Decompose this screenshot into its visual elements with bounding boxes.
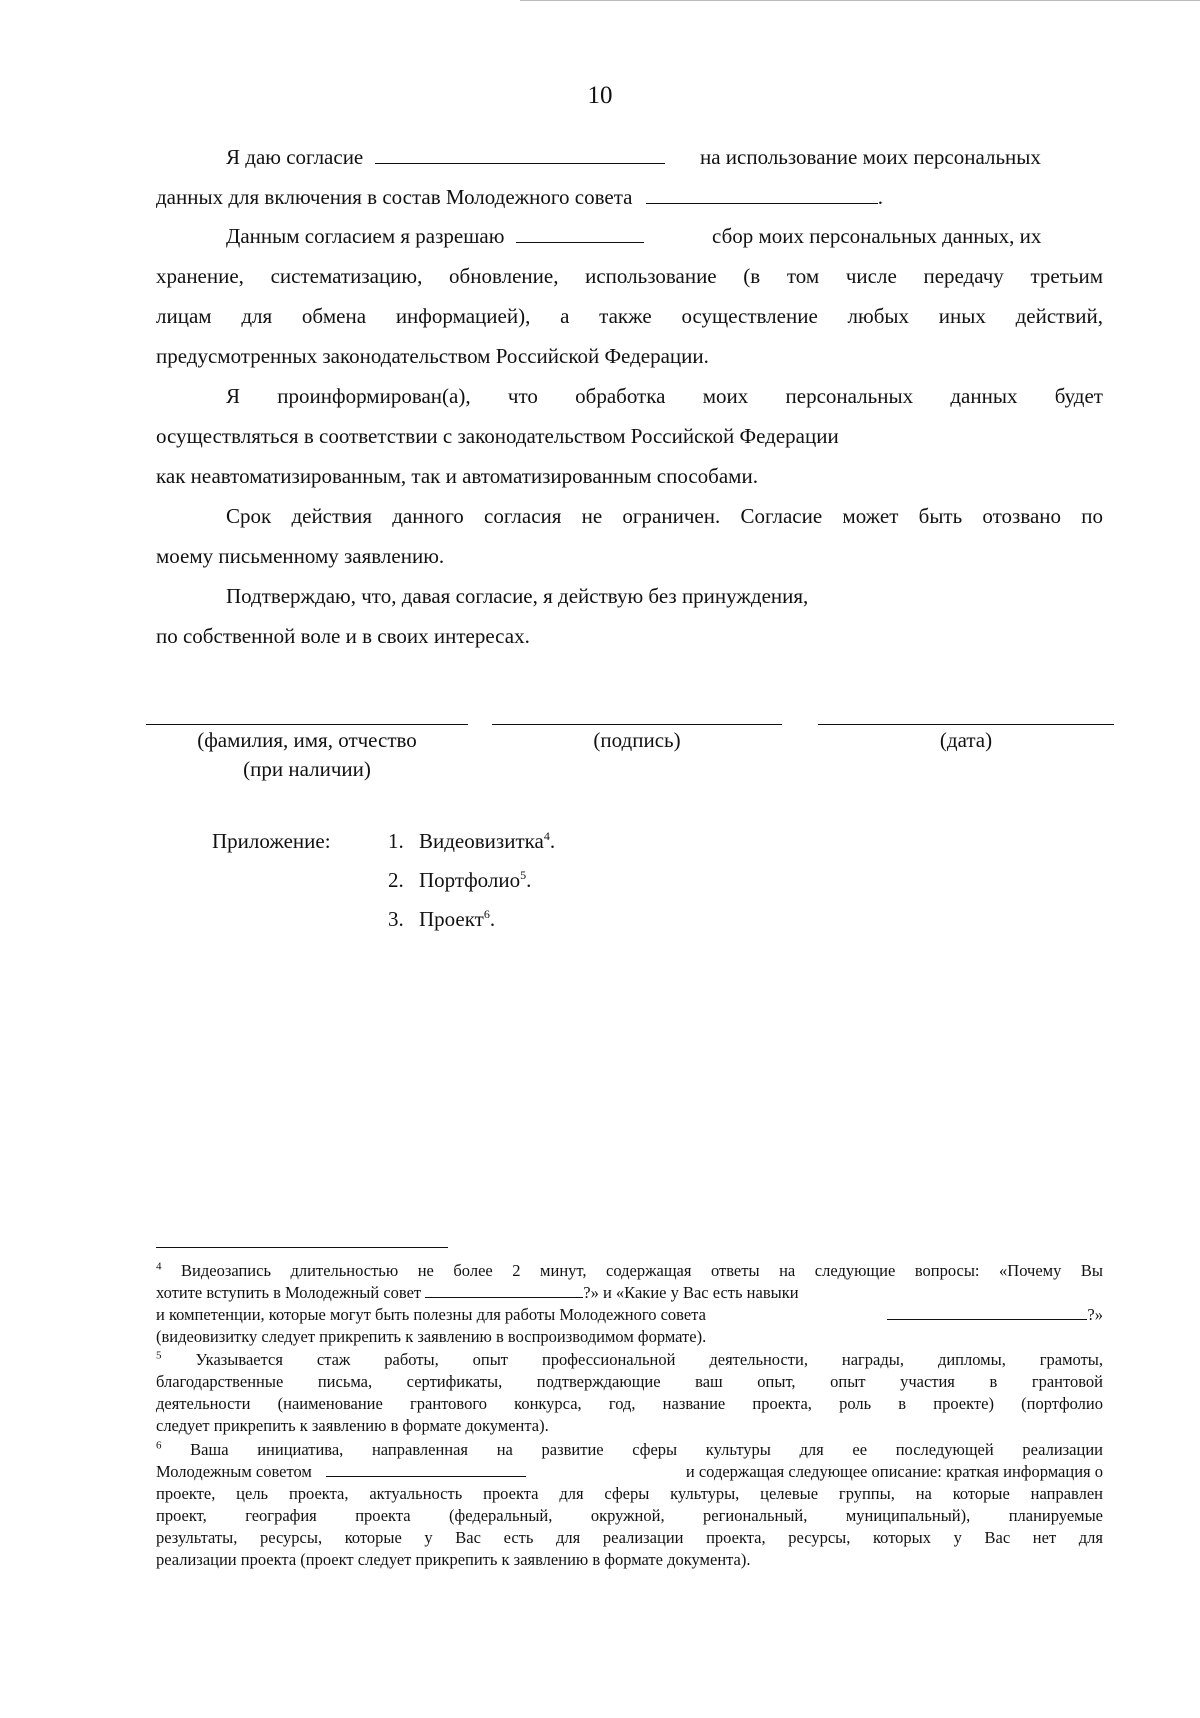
- consent-line-5: лицам для обмена информацией), а также осуществление любых иных действий,: [156, 304, 1103, 328]
- council-name-blank: [326, 1462, 526, 1477]
- period: .: [489, 907, 496, 931]
- footnote-4-line-3: [156, 1304, 1103, 1326]
- consent-line-1: [226, 138, 671, 177]
- footnote-4-line-1: [156, 1260, 1103, 1282]
- footnote-text: и компетенции, которые могут быть полезны для работы Молодежного совета: [156, 1305, 706, 1324]
- footnote-mark: 4: [156, 1260, 162, 1273]
- footnote-ref[interactable]: 4: [543, 829, 550, 843]
- council-name-blank: [425, 1283, 583, 1298]
- footnote-5-line-4: следует прикрепить к заявлению в формате документа).: [156, 1416, 549, 1435]
- footnote-separator: [156, 1247, 448, 1248]
- item-text: Портфолио: [419, 868, 521, 892]
- footnote-mark: 6: [156, 1439, 162, 1452]
- item-text: Видеовизитка: [419, 829, 544, 853]
- footnote-6-line-3: проекте, цель проекта, актуальность проекта для сферы культуры, целевые группы, на которые направлен: [156, 1484, 1103, 1503]
- footnote-6-line-2: [156, 1461, 1103, 1483]
- period: .: [549, 829, 556, 853]
- sign-caption: (подпись): [593, 728, 681, 752]
- period: .: [526, 868, 532, 892]
- appendix-item-1: [388, 822, 555, 861]
- consent-line-6: предусмотренных законодательством Российской Федерации.: [156, 344, 709, 368]
- consent-line-1-end: на использование моих персональных: [700, 145, 1041, 169]
- consent-text: Я даю согласие: [226, 145, 364, 169]
- footnote-6-line-1: [156, 1439, 1103, 1461]
- footnote-text: ?» и «Какие у Вас есть навыки: [583, 1283, 799, 1302]
- date-signature-line: [818, 724, 1114, 725]
- appendix-item-3: [388, 900, 495, 939]
- consent-line-8: осуществляться в соответствии с законодательством Российской Федерации: [156, 424, 839, 448]
- signature-line: [492, 724, 782, 725]
- period: .: [877, 185, 883, 209]
- consent-line-7: Я проинформирован(а), что обработка моих персональных данных будет: [226, 384, 1103, 408]
- footnote-5-line-2: благодарственные письма, сертификаты, подтверждающие ваш опыт, опыт участия в грантовой: [156, 1372, 1103, 1391]
- footnote-text: Молодежным советом: [156, 1462, 312, 1481]
- item-text: Проект: [419, 907, 484, 931]
- consent-line-10: Срок действия данного согласия не ограничен. Согласие может быть отозвано по: [226, 504, 1103, 528]
- date-caption: (дата): [939, 728, 993, 752]
- consent-line-2: [156, 178, 883, 217]
- footnote-4-line-2: [156, 1282, 1103, 1304]
- consent-line-3: [226, 217, 650, 256]
- footnote-text: Указывается стаж работы, опыт профессиональной деятельности, награды, дипломы, грамоты,: [195, 1350, 1103, 1369]
- operator-blank: [516, 222, 644, 243]
- page-number: 10: [587, 82, 613, 109]
- consent-line-12: Подтверждаю, что, давая согласие, я действую без принуждения,: [226, 584, 809, 608]
- footnote-text: Видеозапись длительностью не более 2 минут, содержащая ответы на следующие вопросы: «Почему Вы: [181, 1261, 1103, 1280]
- footnote-6-line-6: реализации проекта (проект следует прикрепить к заявлению в формате документа).: [156, 1550, 751, 1569]
- footnote-text: хотите вступить в Молодежный совет: [156, 1283, 422, 1302]
- footnote-6-line-4: проект, география проекта (федеральный, окружной, региональный, муниципальный), планируемые: [156, 1506, 1103, 1525]
- footnote-ref[interactable]: 5: [520, 868, 527, 882]
- footnote-text: и содержащая следующее описание: краткая информация о: [685, 1462, 1103, 1481]
- consent-line-9: как неавтоматизированным, так и автоматизированным способами.: [156, 464, 758, 488]
- footnote-5-line-1: [156, 1349, 1103, 1371]
- appendix-label: Приложение:: [212, 829, 331, 853]
- footnote-text: Ваша инициатива, направленная на развитие сферы культуры для ее последующей реализации: [190, 1440, 1103, 1459]
- organization-blank: [375, 143, 665, 164]
- name-signature-line: [146, 724, 468, 725]
- footnote-4: [156, 1260, 1103, 1348]
- footnote-ref[interactable]: 6: [483, 907, 490, 921]
- footnote-mark: 5: [156, 1349, 162, 1362]
- footnote-6: [156, 1439, 1103, 1571]
- consent-line-3-end: сбор моих персональных данных, их: [712, 224, 1042, 248]
- item-number: 1.: [388, 829, 404, 853]
- council-name-blank: [887, 1305, 1087, 1320]
- footnote-6-line-5: результаты, ресурсы, которые у Вас есть для реализации проекта, ресурсы, которых у Вас нет для: [156, 1528, 1103, 1547]
- consent-text: Данным согласием я разрешаю: [226, 224, 505, 248]
- scan-edge-line: [520, 0, 1200, 1]
- item-number: 2.: [388, 868, 404, 892]
- item-number: 3.: [388, 907, 404, 931]
- footnote-4-line-3-end: [887, 1304, 1103, 1326]
- name-caption-line-1: (фамилия, имя, отчество: [197, 728, 417, 752]
- footnote-text: ?»: [1087, 1305, 1103, 1324]
- council-name-blank: [646, 183, 878, 204]
- consent-line-11: моему письменному заявлению.: [156, 544, 445, 568]
- name-caption-line-2: (при наличии): [243, 757, 371, 781]
- appendix-item-2: [388, 861, 531, 900]
- footnote-5: [156, 1349, 1103, 1437]
- footnote-4-line-4: (видеовизитку следует прикрепить к заявлению в воспроизводимом формате).: [156, 1327, 707, 1346]
- consent-text: данных для включения в состав Молодежного совета: [156, 185, 633, 209]
- consent-line-13: по собственной воле и в своих интересах.: [156, 624, 530, 648]
- consent-line-4: хранение, систематизацию, обновление, использование (в том числе передачу третьим: [156, 264, 1103, 288]
- footnote-5-line-3: деятельности (наименование грантового конкурса, год, название проекта, роль в проекте) (портфолио: [156, 1394, 1103, 1413]
- name-caption: [146, 726, 468, 784]
